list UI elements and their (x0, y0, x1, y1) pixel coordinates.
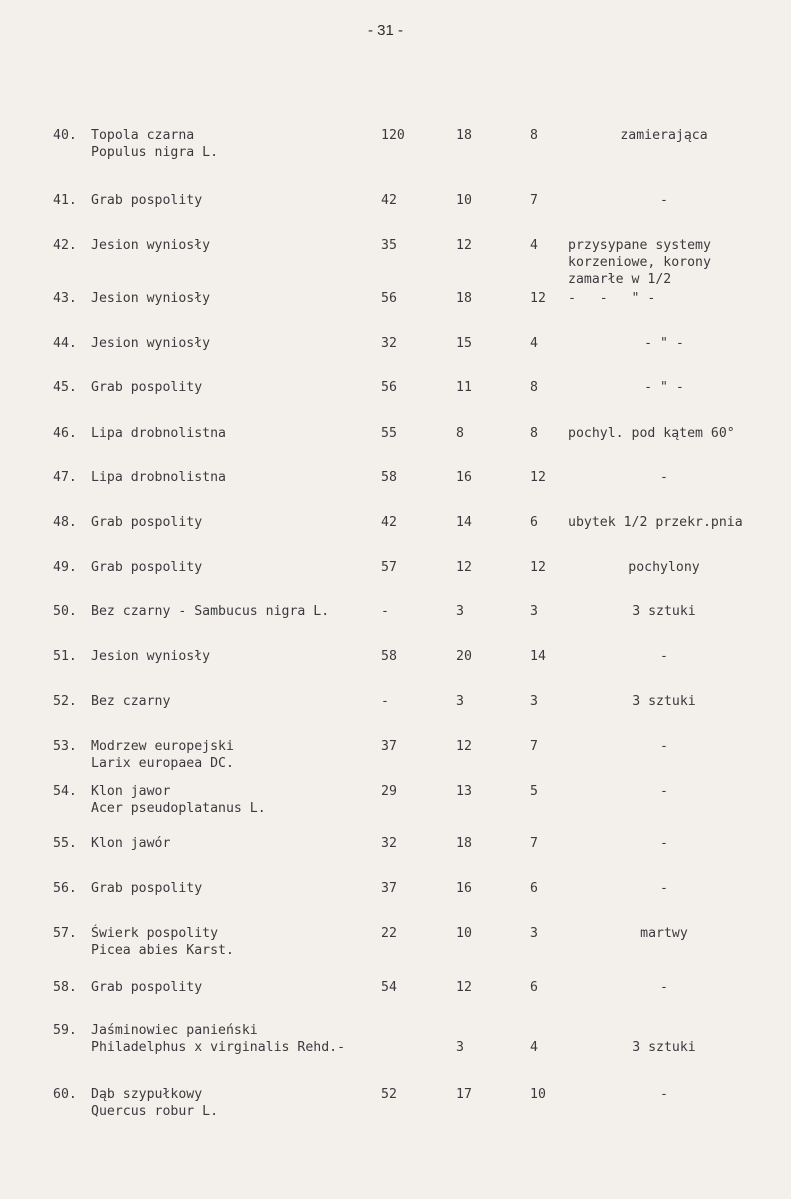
value-col-2: 18 (456, 291, 472, 306)
latin-name: Larix europaea DC. (91, 756, 234, 771)
entry-number: 46. (53, 426, 77, 441)
species-name: Grab pospolity (91, 980, 203, 995)
entry-number: 55. (53, 836, 77, 851)
value-col-2: 18 (456, 836, 472, 851)
remarks: pochylony (628, 560, 700, 575)
remarks: - " - (644, 336, 684, 351)
value-col-3: 7 (530, 836, 538, 851)
species-name: Grab pospolity (91, 380, 203, 395)
value-col-2: 12 (456, 238, 472, 253)
value-col-3: 8 (530, 380, 538, 395)
value-col-3: 7 (530, 739, 538, 754)
value-col-2: 12 (456, 560, 472, 575)
value-col-3: 10 (530, 1087, 546, 1102)
entry-number: 41. (53, 193, 77, 208)
value-col-2: 15 (456, 336, 472, 351)
entry-number: 40. (53, 128, 77, 143)
species-name: Świerk pospolity (91, 926, 219, 941)
entry-number: 47. (53, 470, 77, 485)
remarks: pochyl. pod kątem 60° (568, 426, 735, 441)
value-col-3: 8 (530, 128, 538, 143)
remarks: - (660, 1087, 668, 1102)
entry-number: 53. (53, 739, 77, 754)
species-name: Grab pospolity (91, 515, 203, 530)
remarks: zamierająca (620, 128, 708, 143)
value-col-3: 6 (530, 515, 538, 530)
value-col-1: 42 (381, 193, 397, 208)
value-col-2: 14 (456, 515, 472, 530)
value-col-3: 4 (530, 238, 538, 253)
species-name: Klon jawor (91, 784, 171, 799)
entry-number: 43. (53, 291, 77, 306)
value-col-1: 57 (381, 560, 397, 575)
species-name: Jesion wyniosły (91, 649, 211, 664)
value-col-3: 3 (530, 604, 538, 619)
value-col-3: 5 (530, 784, 538, 799)
value-col-1: 37 (381, 881, 397, 896)
value-col-1: - (381, 694, 389, 709)
value-col-2: 17 (456, 1087, 472, 1102)
remarks: - (660, 836, 668, 851)
value-col-1: 55 (381, 426, 397, 441)
remarks: - (660, 470, 668, 485)
value-col-2: 12 (456, 980, 472, 995)
value-col-2: 10 (456, 926, 472, 941)
value-col-2: 13 (456, 784, 472, 799)
species-name: Modrzew europejski (91, 739, 234, 754)
value-col-3: 7 (530, 193, 538, 208)
entry-number: 58. (53, 980, 77, 995)
value-col-2: 10 (456, 193, 472, 208)
species-name: Lipa drobnolistna (91, 470, 226, 485)
value-col-2: 3 (456, 694, 464, 709)
value-col-2: 8 (456, 426, 464, 441)
value-col-3: 14 (530, 649, 546, 664)
entry-number: 51. (53, 649, 77, 664)
entry-number: 42. (53, 238, 77, 253)
species-name: Grab pospolity (91, 560, 203, 575)
entry-number: 45. (53, 380, 77, 395)
species-name: Dąb szypułkowy (91, 1087, 203, 1102)
species-name: Jaśminowiec panieński (91, 1023, 258, 1038)
latin-name: Populus nigra L. (91, 145, 219, 160)
value-col-3: 3 (530, 694, 538, 709)
value-col-1: 29 (381, 784, 397, 799)
remarks: - (660, 649, 668, 664)
value-col-1: 32 (381, 336, 397, 351)
entry-number: 56. (53, 881, 77, 896)
entry-number: 54. (53, 784, 77, 799)
value-col-2: 16 (456, 470, 472, 485)
remarks: 3 sztuki (632, 1040, 696, 1055)
value-col-1: 35 (381, 238, 397, 253)
value-col-3: 12 (530, 470, 546, 485)
value-col-3: 4 (530, 1040, 538, 1055)
remarks: przysypane systemy korzeniowe, korony zamarłe w 1/2 (568, 238, 711, 287)
value-col-2: 3 (456, 604, 464, 619)
value-col-1: 42 (381, 515, 397, 530)
value-col-1: 58 (381, 470, 397, 485)
value-col-2: 20 (456, 649, 472, 664)
value-col-2: 16 (456, 881, 472, 896)
remarks: ubytek 1/2 przekr.pnia (568, 515, 743, 530)
remarks: - - " - (568, 291, 656, 306)
value-col-1: 22 (381, 926, 397, 941)
remarks: - (660, 739, 668, 754)
value-col-2: 18 (456, 128, 472, 143)
species-name: Jesion wyniosły (91, 238, 211, 253)
value-col-1: 54 (381, 980, 397, 995)
entry-number: 57. (53, 926, 77, 941)
value-col-1: 56 (381, 291, 397, 306)
entry-number: 48. (53, 515, 77, 530)
value-col-3: 3 (530, 926, 538, 941)
value-col-3: 8 (530, 426, 538, 441)
value-col-2: 11 (456, 380, 472, 395)
page-number: - 31 - (368, 22, 404, 39)
species-name: Grab pospolity (91, 881, 203, 896)
value-col-1: 56 (381, 380, 397, 395)
value-col-1: 58 (381, 649, 397, 664)
species-name: Grab pospolity (91, 193, 203, 208)
value-col-3: 6 (530, 881, 538, 896)
species-name: Topola czarna (91, 128, 195, 143)
remarks: martwy (640, 926, 688, 941)
species-name: Jesion wyniosły (91, 336, 211, 351)
remarks: 3 sztuki (632, 694, 696, 709)
remarks: 3 sztuki (632, 604, 696, 619)
entry-number: 44. (53, 336, 77, 351)
latin-name: Philadelphus x virginalis Rehd.- (91, 1040, 346, 1055)
value-col-1: 52 (381, 1087, 397, 1102)
value-col-1: 32 (381, 836, 397, 851)
entry-number: 60. (53, 1087, 77, 1102)
value-col-1: 37 (381, 739, 397, 754)
remarks: - (660, 193, 668, 208)
species-name: Jesion wyniosły (91, 291, 211, 306)
value-col-2: 3 (456, 1040, 464, 1055)
remarks: - " - (644, 380, 684, 395)
entry-number: 59. (53, 1023, 77, 1038)
value-col-1: - (381, 604, 389, 619)
value-col-3: 4 (530, 336, 538, 351)
species-name: Klon jawór (91, 836, 171, 851)
value-col-3: 12 (530, 291, 546, 306)
latin-name: Acer pseudoplatanus L. (91, 801, 266, 816)
value-col-3: 6 (530, 980, 538, 995)
species-name: Bez czarny (91, 694, 171, 709)
species-name: Lipa drobnolistna (91, 426, 226, 441)
value-col-3: 12 (530, 560, 546, 575)
entry-number: 50. (53, 604, 77, 619)
entry-number: 52. (53, 694, 77, 709)
remarks: - (660, 784, 668, 799)
latin-name: Quercus robur L. (91, 1104, 219, 1119)
entry-number: 49. (53, 560, 77, 575)
remarks: - (660, 980, 668, 995)
remarks: - (660, 881, 668, 896)
value-col-2: 12 (456, 739, 472, 754)
value-col-1: 120 (381, 128, 405, 143)
species-name: Bez czarny - Sambucus nigra L. (91, 604, 330, 619)
latin-name: Picea abies Karst. (91, 943, 234, 958)
